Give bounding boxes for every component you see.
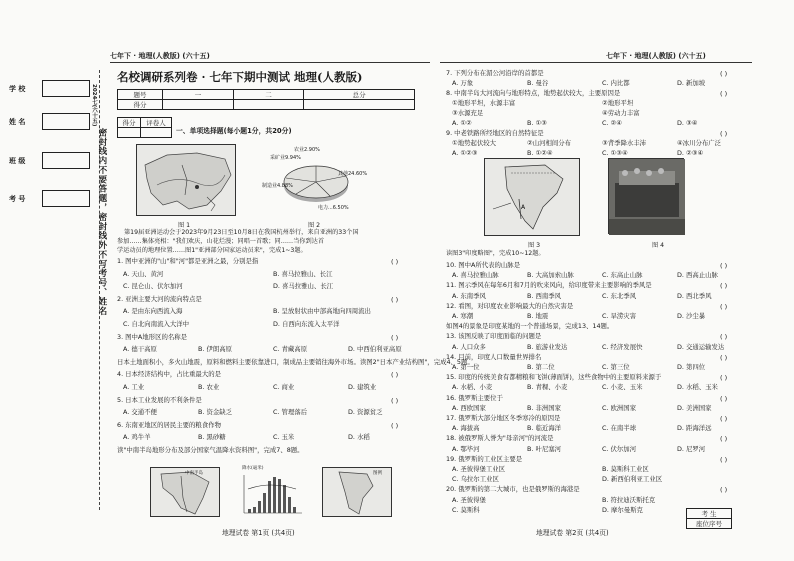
answer-option[interactable]: ②地形平坦 xyxy=(602,99,634,107)
answer-option[interactable]: D. 中西伯利亚高原 xyxy=(348,345,402,354)
school-field[interactable] xyxy=(9,80,90,97)
answer-option[interactable]: D. 西高止山脉 xyxy=(677,271,718,280)
paper-title: 名校调研系列卷 · 七年下期中测试 地理(人教版) xyxy=(117,70,363,84)
binding-sidebar xyxy=(0,0,108,561)
answer-option[interactable]: C. 伏尔加河 xyxy=(602,444,637,453)
figure-4-caption: 图 4 xyxy=(652,242,665,249)
answer-option[interactable]: ①地形平坦，水源丰富 xyxy=(452,99,516,107)
answer-option[interactable]: D. 距海洋远 xyxy=(677,424,712,433)
score-header-item: 题号 xyxy=(118,90,163,100)
answer-option[interactable]: D. ②③④ xyxy=(677,149,704,157)
question-text: 7. 下列分布在湄公河沿岸的首都是 xyxy=(446,69,544,77)
answer-option[interactable]: A. 天山、黄河 xyxy=(123,269,164,278)
score-table xyxy=(117,89,415,110)
question-text: 10. 图中A所代表的山脉是 xyxy=(446,261,521,269)
answer-option[interactable]: D. 西北季风 xyxy=(677,291,712,300)
paper-code: 2024七(六十五) xyxy=(91,84,97,127)
answer-option[interactable]: C. 莫斯科 xyxy=(452,505,480,514)
answer-bracket[interactable]: ( ) xyxy=(720,353,728,362)
answer-option[interactable]: C. 商业 xyxy=(273,383,295,391)
score-row-label: 得分 xyxy=(118,100,163,110)
pie-label: 农业2.90% xyxy=(294,147,320,153)
answer-option[interactable]: B. 呈放射状由中部高地向四周流出 xyxy=(273,307,371,316)
figure-3-caption: 图 3 xyxy=(528,242,541,249)
score-header-item: 二 xyxy=(233,90,304,100)
answer-option[interactable]: C. 管理落后 xyxy=(273,408,308,417)
answer-bracket[interactable]: ( ) xyxy=(720,302,728,311)
score-header-item: 总分 xyxy=(304,90,415,100)
section-heading: 一、单项选择题(每小题1分，共20分) xyxy=(176,127,292,135)
question-text: 3. 图中A地形区的名称是 xyxy=(117,332,188,341)
answer-option[interactable]: A. 德干高原 xyxy=(123,345,157,354)
exam-number-field[interactable] xyxy=(9,190,90,207)
question-text: 20. 俄罗斯的第二大城市，也是俄罗斯的海港是 xyxy=(446,485,580,494)
answer-option[interactable]: C. 经济发展快 xyxy=(602,342,643,351)
question-text: 2. 亚洲主要大河的流向特点是 xyxy=(117,294,202,303)
intro-line: 参加……集体亮相："我们欢庆，山花烂漫；同唱一首歌；同……当你到达首 xyxy=(117,238,325,245)
answer-option[interactable]: B. 叶尼塞河 xyxy=(527,444,562,453)
answer-bracket[interactable]: ( ) xyxy=(720,90,728,98)
answer-option[interactable]: B. 伊朗高原 xyxy=(198,345,233,354)
answer-bracket[interactable]: ( ) xyxy=(720,333,728,342)
answer-option[interactable]: ③水源充足 xyxy=(452,109,484,117)
pie-label: 采矿业9.94% xyxy=(270,155,301,161)
answer-option[interactable]: D. 美洲国家 xyxy=(677,403,712,412)
indochina-map-1 xyxy=(150,467,220,517)
answer-option[interactable]: B. ①③ xyxy=(527,119,547,127)
answer-option[interactable]: ④冰川分布广泛 xyxy=(677,139,722,147)
answer-option[interactable]: B. 农业 xyxy=(198,383,220,391)
figure-1-caption: 图 1 xyxy=(178,222,191,229)
score-header-item: 一 xyxy=(163,90,234,100)
answer-option[interactable]: B. 黑砂糖 xyxy=(198,433,226,442)
answer-option[interactable]: D. 新加坡 xyxy=(677,79,706,87)
answer-option[interactable]: A. 工业 xyxy=(123,383,145,391)
answer-option[interactable]: C. ②④ xyxy=(602,119,622,127)
answer-option[interactable]: B. 曼谷 xyxy=(527,79,549,87)
pie-label: 制造业4.88% xyxy=(262,183,293,189)
answer-option[interactable]: A. 圣彼得堡 xyxy=(452,495,486,504)
question-text: 如图4的景象是印度某地的一个普通场景，完成13、14题。 xyxy=(446,322,614,331)
map1-label: 中南半岛 xyxy=(185,471,203,476)
train-photo-svg xyxy=(609,159,685,235)
question-text: 12. 看图，对印度农业影响最大的自然灾害是 xyxy=(446,301,574,310)
question-text: 15. 印度的传统美食有都精粮和飞饼(薄面饼)，这些食物中的主要原料来源于 xyxy=(446,373,662,382)
seat-label: 考 生 xyxy=(687,509,732,519)
score-cell[interactable] xyxy=(233,100,304,110)
question-text: 18. 被俄罗斯人誉为"母亲河"的河流是 xyxy=(446,434,554,443)
class-field[interactable] xyxy=(9,152,90,169)
answer-option[interactable]: A. 水稻、小麦 xyxy=(452,383,493,392)
intro-line: 第19届亚洲运动会于2023年9月23日至10月8日在我国杭州举行，来自亚洲的33个国 xyxy=(124,229,359,236)
answer-option[interactable]: C. 内比都 xyxy=(602,79,630,87)
answer-option[interactable]: A. 鄂毕河 xyxy=(452,444,480,453)
score-cell[interactable] xyxy=(304,100,415,110)
seal-text: 密封线内不要答题，密封线外不写考号、姓名 xyxy=(98,128,108,316)
answer-option[interactable]: A. 圣彼得堡工业区 xyxy=(452,465,506,473)
answer-bracket[interactable]: ( ) xyxy=(720,262,728,270)
answer-option[interactable]: A. 寒潮 xyxy=(452,312,474,320)
question-text: 9. 中老铁路所经地区的自然特征是 xyxy=(446,129,544,137)
answer-bracket[interactable]: ( ) xyxy=(720,486,728,495)
answer-option[interactable]: B. ①②④ xyxy=(527,149,553,157)
answer-option[interactable]: A. 鸡牛羊 xyxy=(123,433,151,442)
answer-option[interactable]: C. 玉米 xyxy=(273,433,295,442)
exam-seat-box xyxy=(686,508,732,529)
answer-option[interactable]: A. 万象 xyxy=(452,79,474,87)
answer-option[interactable]: D. 喜马拉雅山、长江 xyxy=(273,282,334,291)
answer-option[interactable]: A. 东南季风 xyxy=(452,291,486,300)
answer-bracket[interactable]: ( ) xyxy=(391,421,399,430)
answer-option[interactable]: A. 人口众多 xyxy=(452,342,486,351)
class-label: 班 级 xyxy=(9,157,26,165)
question-text: 日本土地面积小，多火山地震，原料和燃料主要依靠进口，制成品主要销往海外市场。读图2"日本产业结构图"，完成4、5题。 xyxy=(117,357,474,366)
answer-bracket[interactable]: ( ) xyxy=(391,333,399,342)
answer-option[interactable]: D. 沙尘暴 xyxy=(677,312,706,320)
map2-svg xyxy=(323,468,393,518)
answer-bracket[interactable]: ( ) xyxy=(391,258,399,266)
score-cell[interactable] xyxy=(163,100,234,110)
answer-bracket[interactable]: ( ) xyxy=(720,130,728,138)
answer-option[interactable]: B. 资金缺乏 xyxy=(198,408,233,417)
answer-option[interactable]: B. 临近海洋 xyxy=(527,424,562,433)
seat-label: 座位序号 xyxy=(687,519,732,529)
question-text: 13. 该图反映了印度面临的问题是 xyxy=(446,332,542,341)
answer-option[interactable]: B. 第二位 xyxy=(527,363,555,371)
header-right: 七年下 · 地理(人教版) (六十五) xyxy=(606,52,706,60)
answer-option[interactable]: B. 旅游业发达 xyxy=(527,342,568,351)
name-field[interactable] xyxy=(9,113,90,130)
answer-option[interactable]: D. 交通运输发达 xyxy=(677,342,725,351)
answer-option[interactable]: A. 海拔高 xyxy=(452,424,480,433)
answer-option[interactable]: ③背季降水丰沛 xyxy=(602,139,647,147)
answer-option[interactable]: B. 符拉迪沃斯托克 xyxy=(602,495,656,504)
answer-option[interactable]: C. 昆仑山、伏尔加河 xyxy=(123,282,183,291)
answer-option[interactable]: C. 旱涝灾害 xyxy=(602,312,637,320)
figure-2-caption: 图 2 xyxy=(308,222,321,229)
answer-option[interactable]: ④劳动力丰富 xyxy=(602,109,640,117)
answer-option[interactable]: D. 建筑业 xyxy=(348,383,377,391)
grader-box xyxy=(117,117,172,138)
answer-option[interactable]: A. ①② xyxy=(452,119,472,127)
answer-option[interactable]: A. 喜马拉雅山脉 xyxy=(452,271,499,280)
answer-option[interactable]: C. 东高止山脉 xyxy=(602,271,643,280)
question-text: 11. 图示季风在每年6月和7月的吹来风向，给印度带来主要影响的季风是 xyxy=(446,281,652,290)
question-text: 8. 中南半岛大河流向与地形特点，地势起伏较大，主要原因是 xyxy=(446,89,621,97)
grader-cell[interactable] xyxy=(118,128,141,138)
header-left-rule xyxy=(110,62,430,63)
climate-chart-title: 降水(毫米) xyxy=(242,466,264,471)
figure-4-photo xyxy=(608,158,684,234)
answer-bracket[interactable]: ( ) xyxy=(720,415,728,423)
answer-option[interactable]: B. 西南季风 xyxy=(527,291,562,300)
answer-option[interactable]: D. 摩尔曼斯克 xyxy=(602,505,643,514)
answer-bracket[interactable]: ( ) xyxy=(720,70,728,78)
answer-bracket[interactable]: ( ) xyxy=(720,282,728,291)
answer-option[interactable]: D. 水稻 xyxy=(348,433,370,442)
answer-option[interactable]: C. 小麦、玉米 xyxy=(602,383,643,392)
answer-bracket[interactable]: ( ) xyxy=(720,455,728,464)
question-text: 16. 俄罗斯主要位于 xyxy=(446,393,503,402)
header-right-rule xyxy=(440,62,752,63)
answer-option[interactable]: D. 新西伯利亚工业区 xyxy=(602,475,663,484)
intro-line: 学运动员的地理位置……图1"亚洲部分国家运动员来"，完成1~3题。 xyxy=(117,247,307,254)
map2-label: 图例 xyxy=(373,471,382,476)
pie-label: 其他24.60% xyxy=(338,171,368,177)
figure-1-asia-map xyxy=(136,144,236,216)
answer-option[interactable]: C. 在南半球 xyxy=(602,424,637,433)
grader-label: 得分 xyxy=(118,118,141,128)
answer-option[interactable]: A. 第一位 xyxy=(452,363,480,371)
answer-option[interactable]: C. ①③④ xyxy=(602,149,628,157)
answer-option[interactable]: A. 西欧国家 xyxy=(452,403,486,412)
footer-right: 地理试卷 第2页 (共4页) xyxy=(536,529,609,537)
answer-option[interactable]: D. 水稻、玉米 xyxy=(677,383,718,392)
question-text: 5. 日本工业发展的不利条件是 xyxy=(117,395,202,404)
answer-bracket[interactable]: ( ) xyxy=(391,371,399,380)
question-text: 14. 目前，印度人口数量世界排名 xyxy=(446,352,542,361)
answer-bracket[interactable]: ( ) xyxy=(391,295,399,304)
school-label: 学 校 xyxy=(9,85,26,93)
grader-label: 评卷人 xyxy=(141,118,172,128)
answer-option[interactable]: D. ③④ xyxy=(677,119,698,127)
asia-map-svg xyxy=(137,145,237,217)
answer-option[interactable]: B. 喜马拉雅山、长江 xyxy=(273,269,333,278)
exam-number-label: 考 号 xyxy=(9,195,26,203)
climate-chart xyxy=(236,467,306,517)
svg-text:A: A xyxy=(521,204,526,211)
answer-bracket[interactable]: ( ) xyxy=(720,435,728,444)
answer-bracket[interactable]: ( ) xyxy=(720,394,728,403)
answer-option[interactable]: B. 非洲国家 xyxy=(527,403,562,412)
answer-option[interactable]: D. 第四位 xyxy=(677,363,706,371)
answer-option[interactable]: D. 尼罗河 xyxy=(677,444,706,453)
grader-cell[interactable] xyxy=(141,128,172,138)
question-text: 读"中南半岛地形分布及部分国家气温降水资料图"，完成7、8题。 xyxy=(117,446,304,454)
answer-option[interactable]: C. 东北季风 xyxy=(602,291,637,300)
answer-option[interactable]: C. 第三位 xyxy=(602,363,630,371)
answer-option[interactable]: A. 是由东向西流入海 xyxy=(123,307,183,316)
question-text: 4. 日本经济结构中，占比重最大的是 xyxy=(117,370,221,379)
name-label: 姓 名 xyxy=(9,118,26,126)
climate-bars-svg xyxy=(236,467,306,517)
answer-option[interactable]: B. 莫斯科工业区 xyxy=(602,465,649,473)
answer-option[interactable]: B. 大高加索山脉 xyxy=(527,271,574,280)
question-text: 6. 东南亚地区的居民主要的粮食作物 xyxy=(117,420,221,429)
answer-option[interactable]: A. ①②③ xyxy=(452,149,478,157)
answer-bracket[interactable]: ( ) xyxy=(720,374,728,383)
question-text: 17. 俄罗斯大部分地区冬季寒冷的原因是 xyxy=(446,414,561,422)
answer-option[interactable]: C. 乌拉尔工业区 xyxy=(452,475,499,484)
answer-bracket[interactable]: ( ) xyxy=(391,396,399,405)
answer-option[interactable]: D. 自西向东流入太平洋 xyxy=(273,320,340,328)
answer-option[interactable]: B. 地震 xyxy=(527,312,549,320)
india-map-svg xyxy=(485,159,581,237)
right-intro: 读图3"印度略图"，完成10~12题。 xyxy=(446,250,545,257)
footer-left: 地理试卷 第1页 (共4页) xyxy=(222,529,295,537)
answer-option[interactable]: C. 青藏高原 xyxy=(273,345,308,354)
pie-label: 电力...6.50% xyxy=(318,205,349,211)
answer-option[interactable]: ②山河相间分布 xyxy=(527,139,572,147)
answer-option[interactable]: D. 资源贫乏 xyxy=(348,408,383,417)
answer-option[interactable]: ①地势起伏较大 xyxy=(452,139,497,147)
answer-option[interactable]: A. 交通不便 xyxy=(123,408,157,417)
answer-option[interactable]: C. 欧洲国家 xyxy=(602,403,637,412)
figure-3-india-map xyxy=(484,158,580,236)
header-left: 七年下 · 地理(人教版) (六十五) xyxy=(110,52,210,60)
answer-option[interactable]: C. 自北向南流入大洋中 xyxy=(123,320,190,328)
question-text: 19. 俄罗斯的工业区主要是 xyxy=(446,454,523,463)
indochina-map-2 xyxy=(322,467,392,517)
figure-2-pie xyxy=(258,144,378,216)
question-text: 1. 图中亚洲的"山"和"河"都是亚洲之最，分别是指 xyxy=(117,257,259,265)
answer-option[interactable]: B. 青稞、小麦 xyxy=(527,383,568,392)
